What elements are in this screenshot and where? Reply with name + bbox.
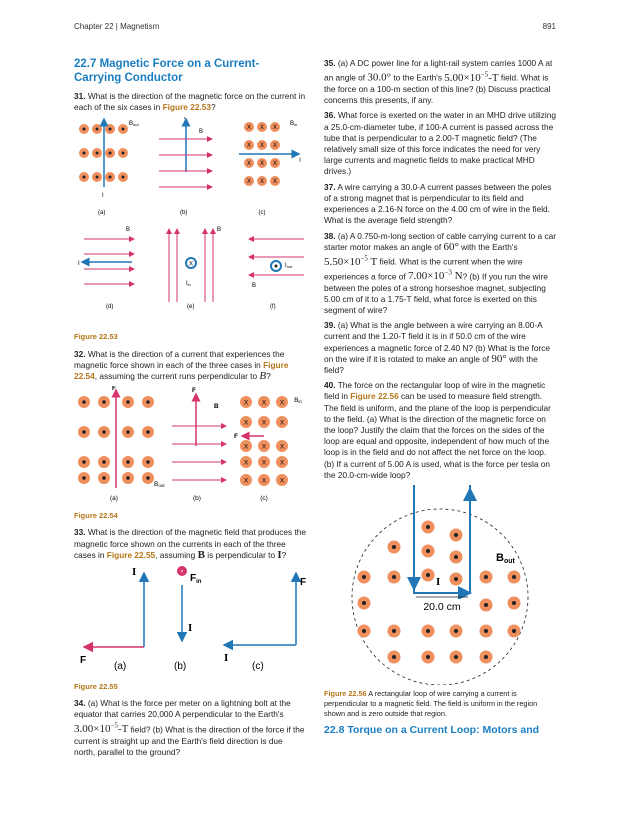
field-out-dot (122, 472, 134, 484)
field-out-dot (79, 124, 89, 134)
label-b: B (252, 283, 257, 290)
figure-link[interactable]: Figure 22.53 (162, 102, 211, 113)
field-out-dot (79, 148, 89, 158)
caption-text: A rectangular loop of wire carrying a current is perpendicular to a magnetic field. The field is uniform in the region shown and is zero outside that region. (324, 689, 538, 719)
problem-number: 33. (74, 527, 86, 538)
label-f: F (192, 387, 196, 395)
problem-text: with the Earth's (461, 241, 518, 252)
field-in-x (258, 474, 270, 486)
svg-text:X: X (272, 143, 278, 150)
field-in-x (257, 176, 267, 186)
label-i: I (102, 193, 104, 200)
problem-text: field? (b) What is the direction of the force if the current is straight up and the Earth's field direction is due north, parallel to the ground? (74, 724, 305, 757)
field-out-dot (142, 472, 154, 484)
problem-38 (324, 231, 556, 317)
panel-b (172, 387, 226, 502)
svg-text:X: X (279, 459, 285, 467)
field-out-dot (122, 426, 134, 438)
problem-text: The force on the rectangular loop of wire in the magnetic field in (324, 380, 546, 402)
field-in-x (276, 474, 288, 486)
label-b-out: Bout (154, 481, 165, 489)
label-b: B (199, 129, 204, 136)
label-f: F (300, 577, 306, 589)
field-out-dot (388, 651, 401, 664)
problem-39 (324, 320, 556, 376)
panel-label: (a) (110, 495, 118, 503)
figure-22-56 (324, 485, 556, 685)
problem-40 (324, 380, 556, 481)
problem-text: , assuming the current runs perpendicular to (94, 371, 258, 382)
field-out-dot (480, 599, 493, 612)
label-b: B (214, 403, 219, 411)
panel-label: (e) (187, 304, 195, 311)
problem-number: 31. (74, 91, 86, 101)
problem-text: is perpendicular to (207, 549, 276, 560)
figure-22-54 (74, 386, 306, 506)
field-out-dot (508, 597, 521, 610)
problem-text: (a) A 0.750-m-long section of cable carrying current to a car starter motor makes an angle of (324, 230, 556, 252)
field-in-x (276, 456, 288, 468)
panel-c (239, 121, 301, 216)
label-i: I (188, 622, 193, 635)
field-out-dot (118, 124, 128, 134)
problem-text: What force is exerted on the water in an MHD drive utilizing a 25.0-cm-diameter tube, if 100-A current is passed across the tube that is perpendicular to a 2.00-T magnetic field? (The relatively small size of this force indicates the need for very large currents and magnetic fields to make practical MHD drives.) (324, 110, 556, 177)
figure-22-55 (74, 565, 306, 677)
problem-35 (324, 58, 556, 106)
field-out-dot (450, 651, 463, 664)
field-out-dot (450, 551, 463, 564)
panel-label: (d) (106, 304, 114, 311)
problem-text: A wire carrying a 30.0-A current passes between the poles of a strong magnet that is perpendicular to its field and experiences a 2.16-N force on the 4.00 cm of wire in the field. What is the average field strength? (324, 181, 552, 226)
panel-c (234, 396, 302, 502)
field-out-dot (142, 396, 154, 408)
problem-text: (a) What is the force per meter on a lightning bolt at the equator that carries 20,000 A perpendicular to the Earth's (74, 698, 291, 720)
problem-37 (324, 182, 556, 227)
field-out-dot (422, 545, 435, 558)
field-in-x (258, 396, 270, 408)
math-angle: 30.0° (367, 71, 392, 84)
svg-text:X: X (272, 179, 278, 186)
current-out-symbol (270, 260, 282, 272)
field-out-dot (98, 456, 110, 468)
panel-b (174, 566, 202, 672)
label-f: F (80, 655, 87, 667)
field-out-dot (122, 396, 134, 408)
field-in-x (276, 440, 288, 452)
figure-link[interactable]: Figure 22.56 (350, 391, 399, 402)
panel-a (78, 386, 165, 502)
svg-text:X: X (188, 261, 194, 268)
svg-text:X: X (261, 419, 267, 427)
svg-text:X: X (279, 419, 285, 427)
figure-label: Figure 22.54 (74, 511, 118, 521)
problem-number: 32. (74, 348, 86, 359)
field-in-x (257, 140, 267, 150)
problem-32 (74, 349, 306, 383)
page-number: 891 (542, 22, 556, 31)
figure-label: Figure 22.55 (74, 682, 118, 692)
problem-text: ? (b) If you run the wire between the poles of a strong horseshoe magnet, subjecting 5.00 cm of it to a 1.75-T field, what force is exerted on this segment of wire? (324, 271, 548, 316)
next-section-title: 22.8 Torque on a Current Loop: Motors and (324, 724, 540, 737)
svg-text:X: X (246, 179, 252, 186)
panel-e (169, 227, 221, 310)
problem-text: What is the direction of a current that experiences the magnetic force shown in each of the three cases in (74, 348, 285, 370)
field-out-dot (450, 529, 463, 542)
svg-text:X: X (272, 161, 278, 168)
svg-text:X: X (272, 125, 278, 132)
field-out-dot (358, 597, 371, 610)
panel-label: (c) (258, 210, 266, 217)
math-expression: $3.00\times 10^{-5}-T$ (74, 721, 129, 736)
problem-text: What is the direction of the magnetic force on the current in each of the six cases in (74, 91, 306, 113)
svg-text:X: X (279, 399, 285, 407)
label-i-in: Iin (186, 281, 191, 288)
label-f-in: $F_{in}$ (190, 573, 202, 586)
label-f: F (234, 433, 238, 441)
field-out-dot (388, 571, 401, 584)
field-in-x (257, 158, 267, 168)
problem-text: ? (266, 371, 271, 382)
field-out-dot (78, 456, 90, 468)
panel-label: (c) (260, 495, 268, 503)
current-in-symbol (185, 257, 197, 269)
field-out-dot (358, 571, 371, 584)
problem-text: to the Earth's (393, 72, 442, 83)
svg-text:X: X (243, 459, 249, 467)
field-in-x (244, 158, 254, 168)
svg-text:X: X (261, 443, 267, 451)
problem-number: 34. (74, 698, 86, 709)
label-b: B (126, 227, 131, 234)
problem-number: 35. (324, 58, 336, 68)
field-out-dot (118, 172, 128, 182)
field-in-x (244, 122, 254, 132)
math-symbol: I (277, 548, 282, 561)
field-in-x (270, 158, 280, 168)
field-out-dot (480, 651, 493, 664)
panel-label: (b) (174, 661, 187, 673)
svg-text:X: X (259, 125, 265, 132)
field-in-x (257, 122, 267, 132)
svg-text:X: X (243, 477, 249, 485)
problem-text: with the field? (324, 353, 538, 376)
section-title: 22.7 Magnetic Force on a Current-Carrying Conductor (74, 58, 260, 84)
panel-label: (c) (252, 661, 264, 673)
math-expression: $5.50\times 10^{-5}$ T (324, 253, 378, 268)
panel-label: (b) (180, 210, 188, 217)
field-out-dot (78, 426, 90, 438)
field-out-dot (388, 541, 401, 554)
field-out-dot (92, 148, 102, 158)
field-in-x (258, 416, 270, 428)
left-column (74, 58, 306, 762)
field-out-dot (92, 124, 102, 134)
field-out-dot (142, 456, 154, 468)
panel-a (79, 119, 139, 216)
math-symbol: B (259, 370, 267, 383)
problem-33 (74, 527, 306, 561)
figure-caption (324, 689, 556, 719)
figure-link[interactable]: Figure 22.54 (74, 359, 289, 382)
label-b-in: Bin (294, 397, 302, 405)
panel-label: (b) (193, 495, 201, 503)
problem-number: 37. (324, 181, 336, 192)
label-b-out: Bout (496, 552, 515, 566)
field-in-x (276, 396, 288, 408)
problem-number: 40. (324, 380, 336, 391)
field-out-dot (105, 148, 115, 158)
field-in-x (240, 474, 252, 486)
field-out-dot (388, 625, 401, 638)
field-out-dot (450, 573, 463, 586)
problem-text: (a) A DC power line for a light-rail system carries 1000 A at an angle of (324, 58, 553, 83)
math-symbol: B (197, 548, 205, 561)
label-b: B (217, 227, 222, 234)
label-i: I (224, 652, 229, 665)
field-out-dot (422, 521, 435, 534)
field-in-x (276, 416, 288, 428)
panel-label: (f) (270, 304, 276, 311)
field-in-x (270, 122, 280, 132)
svg-text:X: X (261, 399, 267, 407)
svg-text:X: X (246, 161, 252, 168)
svg-text:X: X (279, 477, 285, 485)
svg-text:X: X (259, 161, 265, 168)
math-expression: $5.00\times 10^{-5}-T$ (444, 70, 499, 84)
field-in-x (240, 416, 252, 428)
field-out-dot (79, 172, 89, 182)
label-b-in: Bin (290, 121, 298, 128)
svg-text:X: X (243, 443, 249, 451)
panel-c (224, 573, 306, 672)
label-b-out: Bout (129, 121, 139, 128)
svg-text:X: X (259, 143, 265, 150)
right-column (324, 58, 556, 736)
field-out-dot (98, 426, 110, 438)
problem-text: What is the direction of the magnetic field that produces the magnetic force shown on the currents in each of the three cases in (74, 527, 307, 560)
figure-label: Figure 22.53 (74, 332, 118, 342)
field-out-dot (422, 569, 435, 582)
field-in-x (240, 456, 252, 468)
field-out-dot (422, 625, 435, 638)
panel-label: (a) (98, 210, 106, 217)
field-in-x (258, 456, 270, 468)
field-in-x (270, 140, 280, 150)
svg-text:X: X (259, 179, 265, 186)
label-i: I (299, 158, 301, 165)
field-out-dot (105, 124, 115, 134)
panel-a (80, 566, 144, 672)
figure-22-53 (74, 117, 306, 327)
math-angle: 60° (443, 240, 459, 253)
field-out-dot (480, 571, 493, 584)
math-angle: 90° (491, 352, 507, 365)
svg-text:×: × (180, 569, 184, 576)
field-out-dot (142, 426, 154, 438)
problem-text: (a) What is the angle between a wire carrying an 8.00-A current and the 1.20-T field it is in if 50.0 cm of the wire experiences a magnetic force of 2.40 N? (b) What is the force on the wire if it is rotated to make an angle of (324, 320, 550, 364)
field-in-x (244, 140, 254, 150)
panel-f (249, 239, 304, 310)
problem-31 (74, 91, 306, 113)
label-i: I (78, 261, 80, 268)
field-in-x (244, 176, 254, 186)
figure-link[interactable]: Figure 22.55 (106, 549, 156, 560)
width-label: 20.0 cm (423, 601, 461, 614)
problem-36 (324, 110, 556, 177)
panel-d (78, 227, 134, 310)
problem-number: 38. (324, 230, 336, 241)
field-out-dot (358, 625, 371, 638)
field-out-dot (422, 651, 435, 664)
field-out-dot (98, 472, 110, 484)
field-out-dot (508, 625, 521, 638)
label-i: I (436, 576, 441, 589)
svg-text:X: X (261, 459, 267, 467)
panel-b (159, 117, 212, 216)
problem-text: can be used to measure field strength. The field is uniform, and the plane of the loop is perpendicular to the field. (a) What is the direction of the magnetic force on the loop? Justify the claim that the forces on the sides of the loop are equal and opposite, independent of how much of the loop is in the field and do not affect the net force on the loop. (b) If a current of 5.00 A is used, what is the force per tesla on the 20.0-cm-wide loop? (324, 391, 551, 480)
problem-text: ? (281, 549, 287, 560)
svg-text:X: X (261, 477, 267, 485)
problem-34 (74, 698, 306, 758)
panel-label: (a) (114, 661, 127, 673)
figure-label: Figure 22.56 (324, 689, 367, 699)
field-out-dot (105, 172, 115, 182)
field-out-dot (78, 396, 90, 408)
svg-text:X: X (243, 419, 249, 427)
label-f: F (112, 386, 116, 393)
field-out-dot (508, 571, 521, 584)
field-in-x (240, 396, 252, 408)
field-out-dot (122, 456, 134, 468)
problem-text: ? (210, 102, 216, 113)
field-in-x (258, 440, 270, 452)
field-out-dot (118, 148, 128, 158)
field-in-x (270, 176, 280, 186)
field-out-dot (78, 472, 90, 484)
field-out-dot (450, 625, 463, 638)
field-out-dot (92, 172, 102, 182)
problem-number: 39. (324, 320, 336, 331)
field-in-x (240, 440, 252, 452)
field-out-dot (98, 396, 110, 408)
problem-number: 36. (324, 110, 336, 121)
chapter-header: Chapter 22 | Magnetism (74, 22, 160, 31)
problem-text: , assuming (155, 549, 196, 560)
label-i-out: Iout (285, 263, 293, 270)
problem-text: field. What is the force on a 100-m section of this line? (b) Discuss practical concerns this presents, if any. (324, 72, 551, 106)
svg-text:X: X (246, 125, 252, 132)
svg-text:X: X (243, 399, 249, 407)
field-out-dot (480, 625, 493, 638)
force-in-symbol (177, 566, 187, 576)
label-i: I (184, 117, 186, 122)
svg-text:X: X (279, 443, 285, 451)
svg-text:X: X (246, 143, 252, 150)
problem-text: field. What is the current when the wire experiences a force of (324, 256, 523, 282)
label-i: I (132, 566, 137, 579)
math-expression: $7.00\times 10^{-3}$ N (407, 268, 463, 283)
